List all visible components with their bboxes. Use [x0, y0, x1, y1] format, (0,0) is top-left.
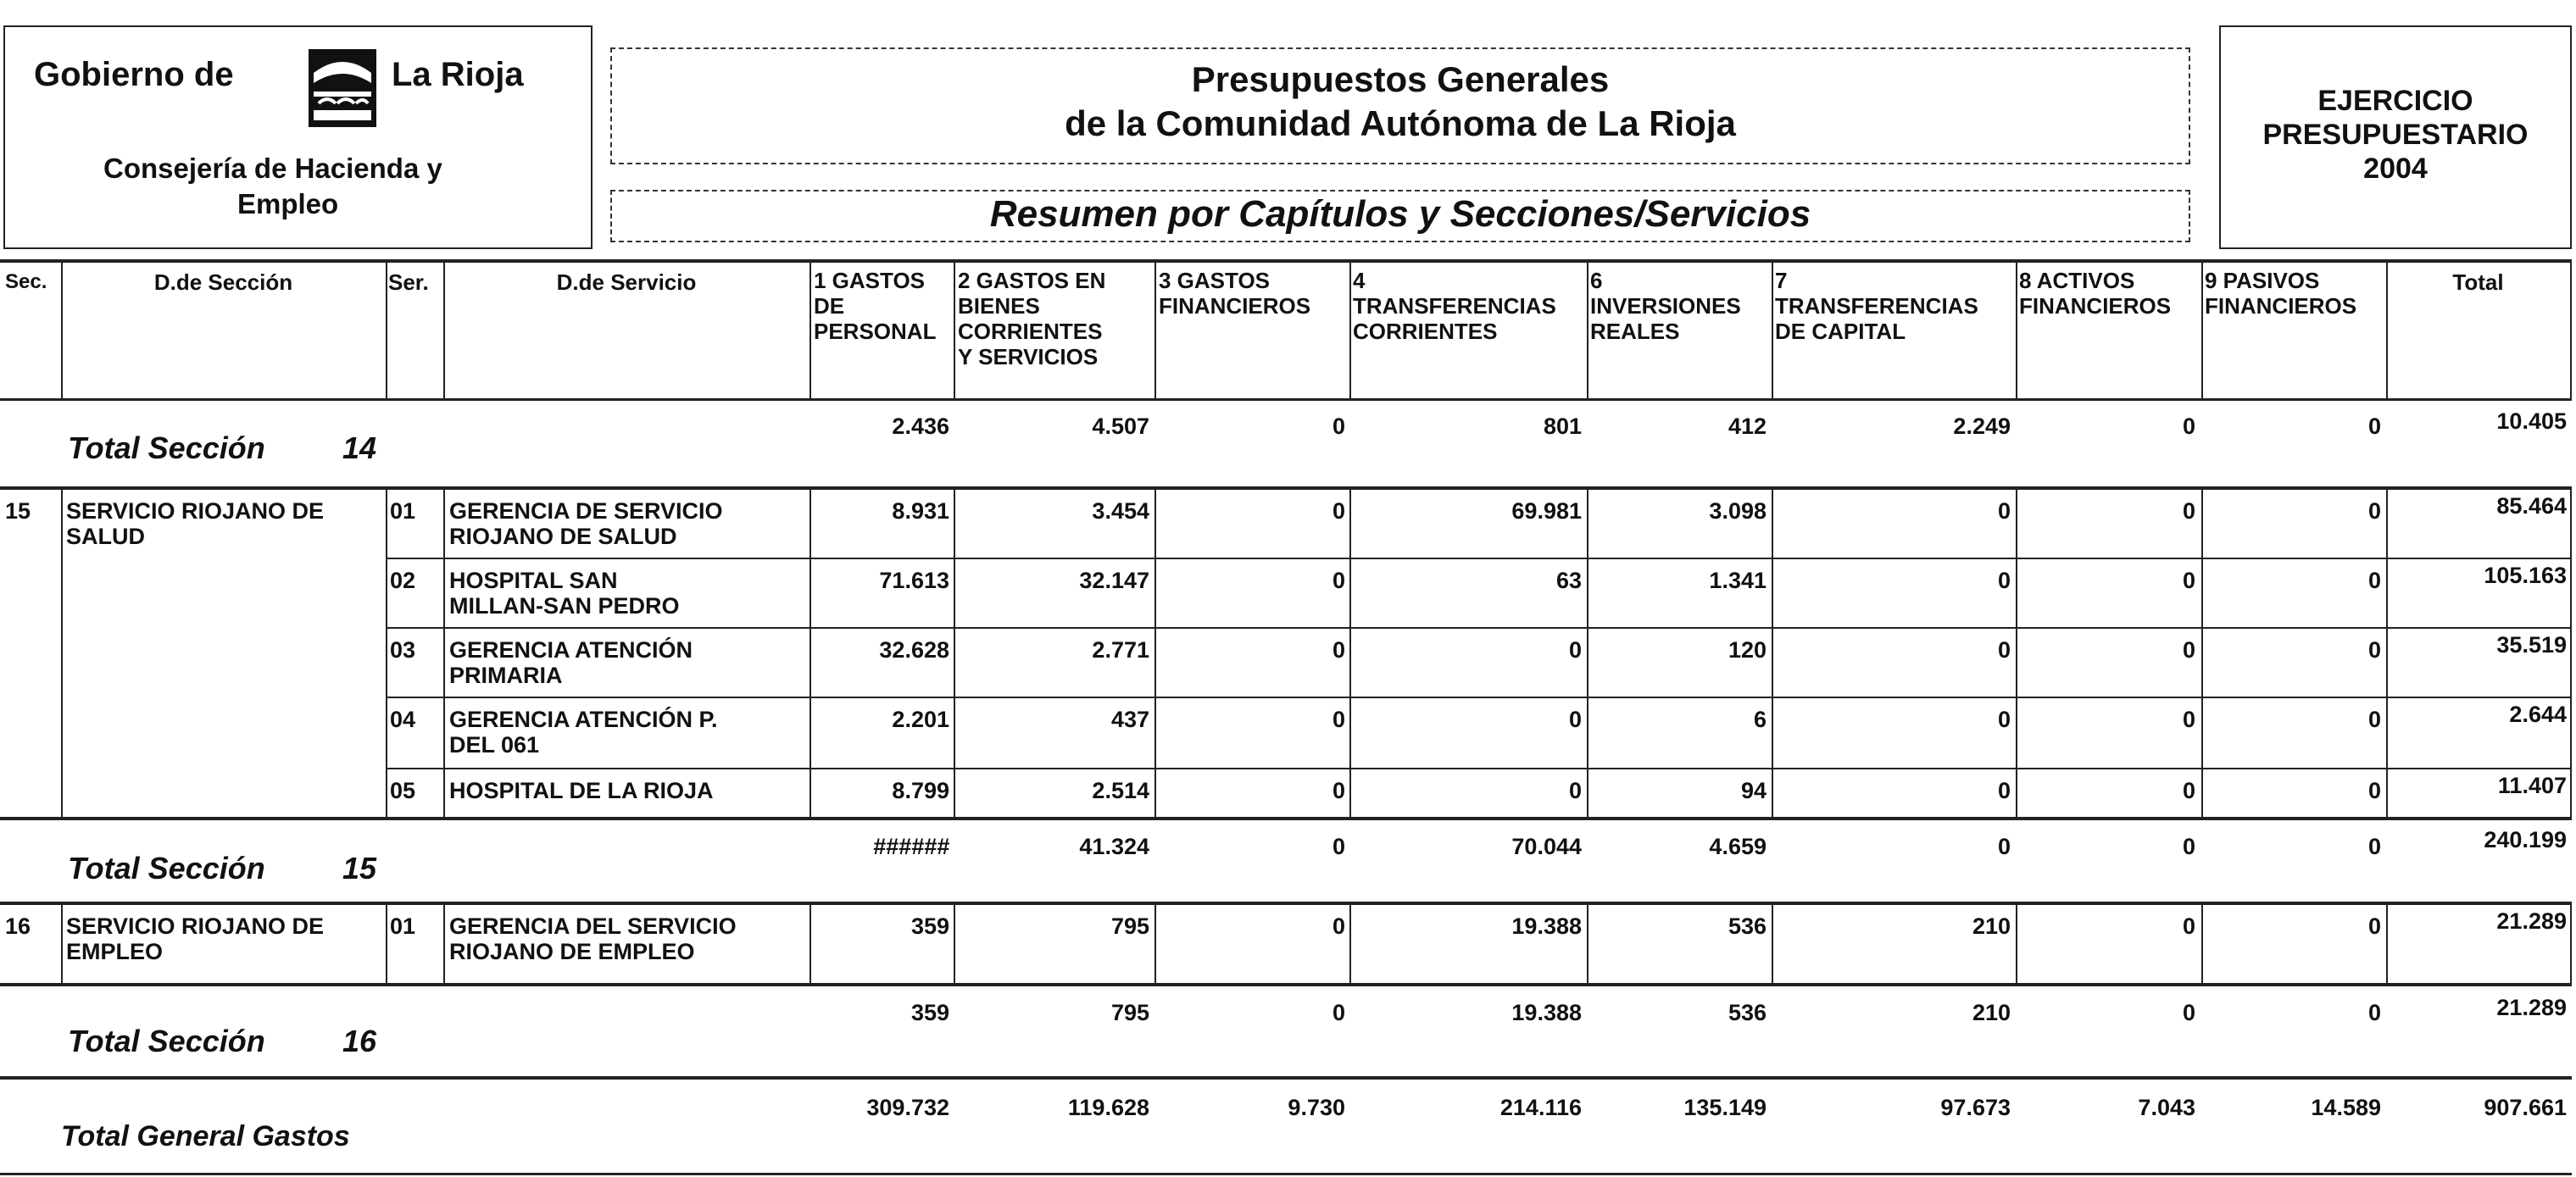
- col-sep: [61, 486, 63, 819]
- service-name: RIOJANO DE EMPLEO: [449, 939, 695, 964]
- value-cell: 2.771: [1092, 637, 1149, 663]
- service-name: DEL 061: [449, 732, 540, 758]
- subtitle-text: Resumen por Capítulos y Secciones/Servicios: [989, 193, 1811, 235]
- col-sep: [810, 259, 811, 400]
- col-sep: [1154, 259, 1156, 400]
- value-cell: 359: [910, 913, 949, 939]
- value-cell: 0: [2367, 568, 2381, 593]
- value-cell: 0: [2367, 414, 2381, 439]
- value-cell: 0: [1332, 414, 1345, 439]
- header-cap6-line: INVERSIONES: [1590, 293, 1741, 319]
- header-seccion: D.de Sección: [153, 269, 293, 295]
- value-cell: 21.289: [2496, 995, 2567, 1020]
- value-cell: 19.388: [1511, 1000, 1582, 1025]
- value-cell: 11.407: [2497, 773, 2567, 798]
- value-cell: 19.388: [1511, 913, 1582, 939]
- header-cap9-line: FINANCIEROS: [2205, 293, 2357, 319]
- header-ser: Ser.: [388, 269, 429, 295]
- section-name: EMPLEO: [66, 939, 164, 964]
- value-cell: 359: [910, 1000, 949, 1025]
- col-sep: [2016, 259, 2017, 400]
- header-sec: Sec.: [5, 270, 47, 293]
- service-name: GERENCIA DE SERVICIO: [449, 498, 723, 524]
- header-cap1-line: DE: [814, 293, 845, 319]
- value-cell: 0: [1332, 778, 1345, 803]
- value-cell: 120: [1728, 637, 1766, 663]
- header-cap2: [958, 268, 1105, 369]
- header-cap1: [814, 268, 936, 344]
- col-sep: [61, 902, 63, 985]
- year-label: 2004: [2363, 153, 2428, 185]
- value-cell: 0: [1997, 707, 2011, 732]
- service-code: 02: [390, 568, 416, 593]
- col-sep: [443, 902, 445, 985]
- value-cell: 2.436: [892, 414, 949, 439]
- header-cap6-line: REALES: [1590, 319, 1680, 344]
- value-cell: 437: [1110, 707, 1149, 732]
- header-cap3: [1159, 268, 1310, 319]
- value-cell: 3.098: [1709, 498, 1766, 524]
- header-cap2-line: CORRIENTES: [958, 319, 1103, 344]
- title-line-2: de la Comunidad Autónoma de La Rioja: [1065, 103, 1736, 143]
- col-sep: [2570, 902, 2572, 985]
- value-cell: 0: [2182, 778, 2195, 803]
- consejeria-text-2: Empleo: [237, 188, 339, 219]
- header-cap3-line: 3 GASTOS: [1159, 268, 1271, 293]
- header-cap2-line: BIENES: [958, 293, 1040, 319]
- value-cell: 85.464: [2496, 493, 2567, 519]
- value-cell: 69.981: [1511, 498, 1582, 524]
- value-cell: ######: [872, 834, 949, 859]
- value-cell: 0: [2367, 834, 2381, 859]
- value-cell: 210: [1972, 1000, 2011, 1025]
- value-cell: 0: [1332, 498, 1345, 524]
- col-sep: [954, 259, 955, 400]
- value-cell: 0: [2367, 498, 2381, 524]
- value-cell: 0: [1568, 637, 1582, 663]
- value-cell: 214.116: [1499, 1095, 1582, 1120]
- row-line: [386, 697, 2572, 698]
- header-cap3-line: FINANCIEROS: [1159, 293, 1311, 319]
- header-cap4-line: TRANSFERENCIAS: [1353, 293, 1556, 319]
- service-code: 01: [390, 498, 416, 524]
- value-cell: 32.628: [879, 637, 949, 663]
- value-cell: 71.613: [879, 568, 949, 593]
- value-cell: 0: [1997, 834, 2011, 859]
- header-cap6-line: 6: [1590, 268, 1603, 293]
- value-cell: 0: [2367, 1000, 2381, 1025]
- value-cell: 35.519: [2496, 632, 2567, 658]
- value-cell: 94: [1740, 778, 1766, 803]
- col-sep: [2570, 259, 2572, 400]
- header-cap4-line: CORRIENTES: [1353, 319, 1498, 344]
- header-cap9: [2205, 268, 2356, 319]
- value-cell: 0: [1332, 637, 1345, 663]
- header-cap9-line: 9 PASIVOS: [2205, 268, 2320, 293]
- value-cell: 21.289: [2496, 908, 2567, 934]
- value-cell: 9.730: [1288, 1095, 1345, 1120]
- header-servicio: D.de Servicio: [556, 269, 697, 295]
- header-cap7-line: TRANSFERENCIAS: [1775, 293, 1978, 319]
- value-cell: 32.147: [1079, 568, 1149, 593]
- value-cell: 0: [2182, 637, 2195, 663]
- value-cell: 0: [1332, 834, 1345, 859]
- value-cell: 0: [2182, 498, 2195, 524]
- value-cell: 536: [1728, 913, 1766, 939]
- value-cell: 0: [2367, 637, 2381, 663]
- value-cell: 0: [1332, 707, 1345, 732]
- value-cell: 97.673: [1940, 1095, 2011, 1120]
- value-cell: 240.199: [2484, 827, 2567, 852]
- value-cell: 0: [2367, 707, 2381, 732]
- col-sep: [2201, 259, 2203, 400]
- value-cell: 135.149: [1683, 1095, 1766, 1120]
- total-seccion-14-number: 14: [342, 430, 377, 465]
- header-cap8: [2019, 268, 2171, 319]
- total-seccion-14-label: Total Sección: [68, 430, 265, 465]
- col-sep: [386, 259, 387, 400]
- service-name: HOSPITAL DE LA RIOJA: [449, 778, 714, 803]
- value-cell: 3.454: [1092, 498, 1149, 524]
- header-cap2-line: 2 GASTOS EN: [958, 268, 1106, 293]
- value-cell: 8.799: [892, 778, 949, 803]
- value-cell: 105.163: [2484, 563, 2567, 588]
- service-name: HOSPITAL SAN: [449, 568, 618, 593]
- col-sep: [2201, 902, 2203, 985]
- header-cap2-line: Y SERVICIOS: [958, 344, 1099, 369]
- value-cell: 41.324: [1079, 834, 1149, 859]
- value-cell: 0: [1332, 913, 1345, 939]
- value-cell: 412: [1728, 414, 1766, 439]
- header-cap4-line: 4: [1353, 268, 1366, 293]
- service-name: GERENCIA DEL SERVICIO: [449, 913, 737, 939]
- row-line: [386, 558, 2572, 559]
- header-cap8-line: FINANCIEROS: [2019, 293, 2172, 319]
- gov-right-text: La Rioja: [392, 56, 524, 93]
- header-cap6: [1590, 268, 1741, 344]
- row-line: [386, 627, 2572, 629]
- col-sep: [386, 902, 387, 985]
- service-name: RIOJANO DE SALUD: [449, 524, 677, 549]
- service-code: 05: [390, 778, 416, 803]
- total-seccion-15-number: 15: [342, 851, 377, 886]
- value-cell: 14.589: [2311, 1095, 2381, 1120]
- value-cell: 0: [2367, 778, 2381, 803]
- total-general-gastos-label: Total General Gastos: [61, 1120, 350, 1152]
- value-cell: 8.931: [892, 498, 949, 524]
- value-cell: 0: [2182, 707, 2195, 732]
- consejeria-text: Consejería de Hacienda y: [103, 153, 442, 184]
- value-cell: 4.659: [1709, 834, 1766, 859]
- col-sep: [1349, 259, 1351, 400]
- section-code: 16: [5, 913, 31, 939]
- service-code: 03: [390, 637, 416, 663]
- value-cell: 0: [2182, 568, 2195, 593]
- total-seccion-16-number: 16: [342, 1024, 377, 1058]
- value-cell: 210: [1972, 913, 2011, 939]
- col-sep: [2016, 902, 2017, 985]
- ejercicio-label: EJERCICIO: [2317, 85, 2473, 117]
- value-cell: 0: [1997, 778, 2011, 803]
- section-name: SERVICIO RIOJANO DE: [66, 498, 325, 524]
- header-cap4: [1353, 268, 1556, 344]
- value-cell: 7.043: [2138, 1095, 2195, 1120]
- service-name: GERENCIA ATENCIÓN: [449, 637, 693, 663]
- header-cap7-line: DE CAPITAL: [1775, 319, 1906, 344]
- value-cell: 0: [2367, 913, 2381, 939]
- col-sep: [1587, 902, 1588, 985]
- gov-left-text: Gobierno de: [34, 56, 234, 93]
- section-code: 15: [5, 498, 31, 524]
- total16-bottom-line: [0, 1076, 2572, 1080]
- value-cell: 2.201: [892, 707, 949, 732]
- value-cell: 0: [1997, 498, 2011, 524]
- col-sep: [1154, 902, 1156, 985]
- value-cell: 0: [2182, 414, 2195, 439]
- section-name: SALUD: [66, 524, 145, 549]
- value-cell: 10.405: [2496, 408, 2567, 434]
- table-bottom-line: [0, 1173, 2572, 1175]
- la-rioja-logo-icon: [307, 47, 378, 129]
- value-cell: 801: [1543, 414, 1582, 439]
- value-cell: 4.507: [1092, 414, 1149, 439]
- value-cell: 0: [1568, 707, 1582, 732]
- value-cell: 536: [1728, 1000, 1766, 1025]
- value-cell: 0: [1997, 637, 2011, 663]
- value-cell: 907.661: [2484, 1095, 2567, 1120]
- section-name: SERVICIO RIOJANO DE: [66, 913, 325, 939]
- service-name: PRIMARIA: [449, 663, 563, 688]
- value-cell: 0: [1332, 568, 1345, 593]
- service-code: 04: [390, 707, 416, 732]
- total-seccion-15-label: Total Sección: [68, 851, 265, 886]
- col-sep: [1772, 259, 1773, 400]
- value-cell: 0: [1997, 568, 2011, 593]
- col-sep: [1587, 259, 1588, 400]
- value-cell: 0: [2182, 913, 2195, 939]
- header-cap1-line: PERSONAL: [814, 319, 937, 344]
- value-cell: 2.514: [1092, 778, 1149, 803]
- col-sep: [1349, 902, 1351, 985]
- value-cell: 70.044: [1511, 834, 1582, 859]
- row-line: [386, 768, 2572, 769]
- value-cell: 0: [2182, 834, 2195, 859]
- header-total: Total: [2452, 269, 2504, 295]
- header-cap7: [1775, 268, 1978, 344]
- title-line-1: Presupuestos Generales: [1191, 59, 1610, 99]
- value-cell: 795: [1110, 913, 1149, 939]
- value-cell: 0: [1332, 1000, 1345, 1025]
- value-cell: 795: [1110, 1000, 1149, 1025]
- service-code: 01: [390, 913, 416, 939]
- value-cell: 1.341: [1709, 568, 1766, 593]
- col-sep: [810, 902, 811, 985]
- header-cap7-line: 7: [1775, 268, 1788, 293]
- col-sep: [2386, 902, 2388, 985]
- value-cell: 63: [1555, 568, 1582, 593]
- col-sep: [1772, 902, 1773, 985]
- header-cap1-line: 1 GASTOS: [814, 268, 926, 293]
- value-cell: 309.732: [866, 1095, 949, 1120]
- value-cell: 2.249: [1953, 414, 2011, 439]
- value-cell: 6: [1753, 707, 1766, 732]
- value-cell: 0: [1568, 778, 1582, 803]
- service-name: GERENCIA ATENCIÓN P.: [449, 707, 718, 732]
- value-cell: 0: [2182, 1000, 2195, 1025]
- value-cell: 2.644: [2509, 702, 2567, 727]
- col-sep: [954, 902, 955, 985]
- total-seccion-16-label: Total Sección: [68, 1024, 265, 1058]
- header-cap8-line: 8 ACTIVOS: [2019, 268, 2135, 293]
- presupuestario-label: PRESUPUESTARIO: [2262, 119, 2529, 151]
- service-name: MILLAN-SAN PEDRO: [449, 593, 680, 619]
- value-cell: 119.628: [1067, 1095, 1149, 1120]
